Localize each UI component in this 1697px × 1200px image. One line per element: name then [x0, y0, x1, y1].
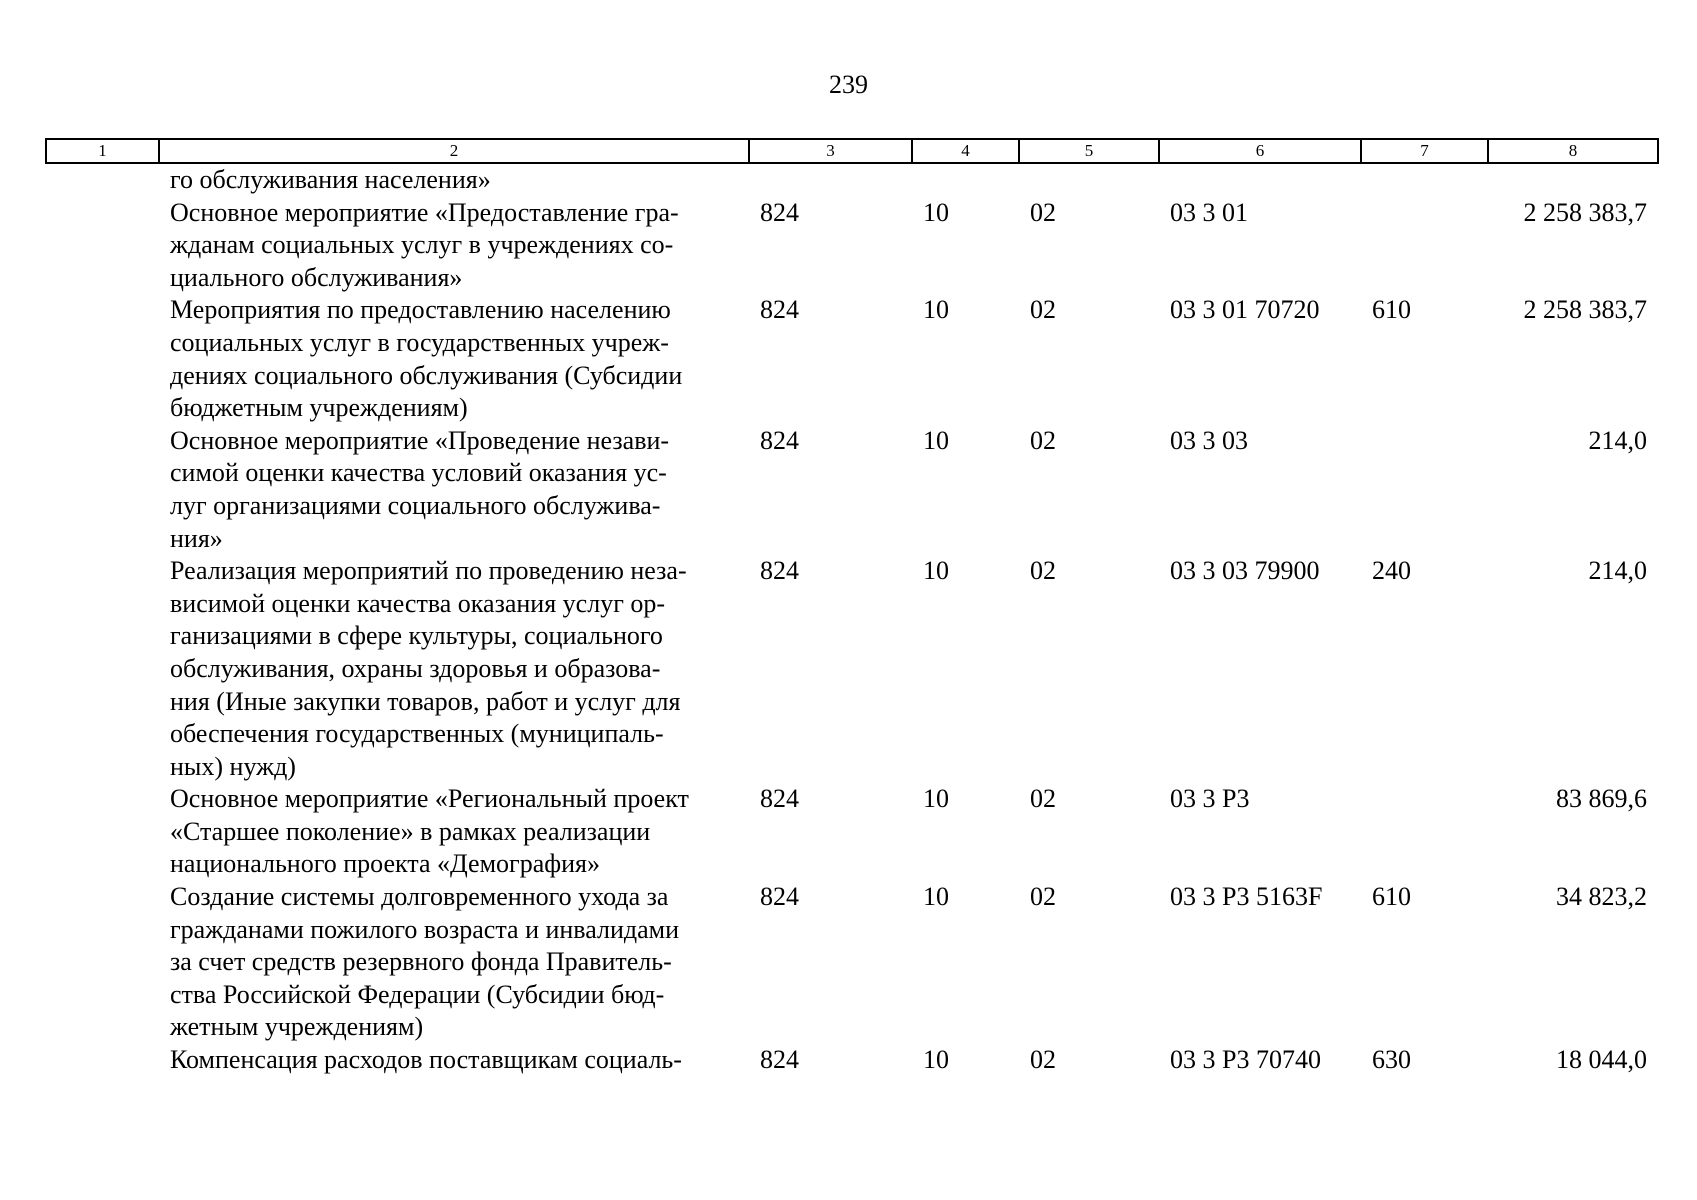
item-name-line: жетным учреждениям)	[170, 1012, 424, 1042]
cell-col-1	[46, 783, 159, 881]
cell-item-name	[159, 783, 749, 881]
item-name-line: Мероприятия по предоставлению населению	[170, 295, 671, 325]
item-name-line: ганизациями в сфере культуры, социального	[170, 621, 663, 651]
item-name-line: ния (Иные закупки товаров, работ и услуг для	[170, 686, 681, 716]
cell-item-name	[159, 555, 749, 783]
cell-expense-type	[1361, 783, 1488, 881]
cell-section-code: 10	[923, 425, 949, 455]
item-name-line: национального проекта «Демография»	[170, 849, 600, 879]
cell-section-code	[912, 163, 1019, 197]
cell-subsection-code: 02	[1030, 295, 1056, 325]
cell-ministry-code: 824	[760, 1045, 799, 1075]
cell-expense-type: 610	[1372, 882, 1411, 912]
cell-expense-type: 630	[1372, 1045, 1411, 1075]
item-name-line: висимой оценки качества оказания услуг ор-	[170, 588, 666, 618]
cell-target-article: 03 3 03	[1170, 425, 1248, 455]
cell-ministry-code	[749, 163, 912, 197]
cell-expense-type	[1361, 163, 1488, 197]
item-name-line: ния»	[170, 523, 223, 553]
cell-target-article: 03 3 Р3 5163F	[1170, 882, 1323, 912]
table-row	[46, 881, 1658, 1044]
cell-ministry-code: 824	[760, 556, 799, 586]
table-row	[46, 425, 1658, 555]
item-name-line: ных) нужд)	[170, 751, 296, 781]
item-name-line: дениях социального обслуживания (Субсидии	[170, 360, 683, 390]
cell-amount: 2 258 383,7	[1523, 197, 1647, 227]
table-row	[46, 163, 1658, 197]
cell-subsection-code: 02	[1030, 882, 1056, 912]
cell-amount: 2 258 383,7	[1523, 295, 1647, 325]
item-name-line: «Старшее поколение» в рамках реализации	[170, 816, 651, 846]
column-header-7: 7	[1361, 139, 1488, 163]
item-name-line: обслуживания, охраны здоровья и образова-	[170, 653, 661, 683]
item-name-line: циального обслуживания»	[170, 262, 463, 292]
cell-amount: 18 044,0	[1556, 1045, 1647, 1075]
cell-target-article: 03 3 Р3	[1170, 784, 1250, 814]
cell-amount: 34 823,2	[1556, 882, 1647, 912]
cell-item-name	[159, 163, 749, 197]
item-name-line: жданам социальных услуг в учреждениях со-	[170, 230, 674, 260]
cell-item-name	[159, 425, 749, 555]
page-number: 239	[829, 70, 868, 99]
table-header-row	[46, 139, 1658, 163]
cell-ministry-code: 824	[760, 425, 799, 455]
cell-target-article: 03 3 03 79900	[1170, 556, 1320, 586]
table-row	[46, 783, 1658, 881]
item-name-line: ства Российской Федерации (Субсидии бюд-	[170, 979, 665, 1009]
item-name-line: обеспечения государственных (муниципаль-	[170, 719, 664, 749]
cell-subsection-code: 02	[1030, 784, 1056, 814]
cell-expense-type	[1361, 425, 1488, 555]
cell-expense-type: 610	[1372, 295, 1411, 325]
item-name-line: луг организациями социального обслужива-	[170, 490, 661, 520]
table-row	[46, 1044, 1658, 1077]
cell-ministry-code: 824	[760, 295, 799, 325]
cell-col-1	[46, 197, 159, 295]
cell-item-name	[159, 294, 749, 424]
cell-ministry-code: 824	[760, 882, 799, 912]
cell-item-name	[159, 881, 749, 1044]
cell-amount: 214,0	[1588, 425, 1647, 455]
cell-subsection-code: 02	[1030, 1045, 1056, 1075]
cell-amount: 83 869,6	[1556, 784, 1647, 814]
item-name-line: социальных услуг в государственных учреж-	[170, 327, 669, 357]
cell-section-code: 10	[923, 295, 949, 325]
cell-col-1	[46, 425, 159, 555]
column-header-5: 5	[1019, 139, 1159, 163]
table-row	[46, 197, 1658, 295]
item-name-line: за счет средств резервного фонда Правитель-	[170, 947, 672, 977]
cell-subsection-code	[1019, 163, 1159, 197]
item-name-line: Основное мероприятие «Региональный проект	[170, 784, 689, 814]
item-name-line: го обслуживания населения»	[170, 165, 491, 194]
cell-ministry-code: 824	[760, 784, 799, 814]
item-name-line: Основное мероприятие «Предоставление гра-	[170, 197, 679, 227]
cell-col-1	[46, 555, 159, 783]
budget-table-container	[45, 138, 1657, 1077]
cell-target-article: 03 3 01	[1170, 197, 1248, 227]
table-row	[46, 555, 1658, 783]
cell-col-1	[46, 1044, 159, 1077]
cell-section-code: 10	[923, 197, 949, 227]
cell-target-article	[1159, 163, 1361, 197]
cell-item-name	[159, 1044, 749, 1077]
cell-amount: 214,0	[1588, 556, 1647, 586]
cell-section-code: 10	[923, 556, 949, 586]
budget-table	[45, 138, 1659, 1077]
cell-expense-type: 240	[1372, 556, 1411, 586]
cell-subsection-code: 02	[1030, 556, 1056, 586]
column-header-4: 4	[912, 139, 1019, 163]
cell-subsection-code: 02	[1030, 425, 1056, 455]
cell-section-code: 10	[923, 1045, 949, 1075]
cell-amount	[1488, 163, 1658, 197]
cell-item-name	[159, 197, 749, 295]
cell-col-1	[46, 163, 159, 197]
cell-expense-type	[1361, 197, 1488, 295]
cell-section-code: 10	[923, 882, 949, 912]
column-header-8: 8	[1488, 139, 1658, 163]
table-body	[46, 163, 1658, 1077]
cell-subsection-code: 02	[1030, 197, 1056, 227]
item-name-line: Реализация мероприятий по проведению неза-	[170, 556, 687, 586]
column-header-1: 1	[46, 139, 159, 163]
cell-target-article: 03 3 Р3 70740	[1170, 1045, 1321, 1075]
item-name-line: гражданами пожилого возраста и инвалидами	[170, 914, 680, 944]
item-name-line: Создание системы долговременного ухода за	[170, 882, 669, 912]
column-header-6: 6	[1159, 139, 1361, 163]
column-header-3: 3	[749, 139, 912, 163]
cell-target-article: 03 3 01 70720	[1170, 295, 1320, 325]
column-header-2: 2	[159, 139, 749, 163]
item-name-line: бюджетным учреждениям)	[170, 393, 468, 423]
cell-col-1	[46, 881, 159, 1044]
cell-ministry-code: 824	[760, 197, 799, 227]
item-name-line: Компенсация расходов поставщикам социаль-	[170, 1045, 682, 1075]
cell-section-code: 10	[923, 784, 949, 814]
item-name-line: симой оценки качества условий оказания ус-	[170, 458, 667, 488]
cell-col-1	[46, 294, 159, 424]
table-row	[46, 294, 1658, 424]
item-name-line: Основное мероприятие «Проведение незави-	[170, 425, 670, 455]
